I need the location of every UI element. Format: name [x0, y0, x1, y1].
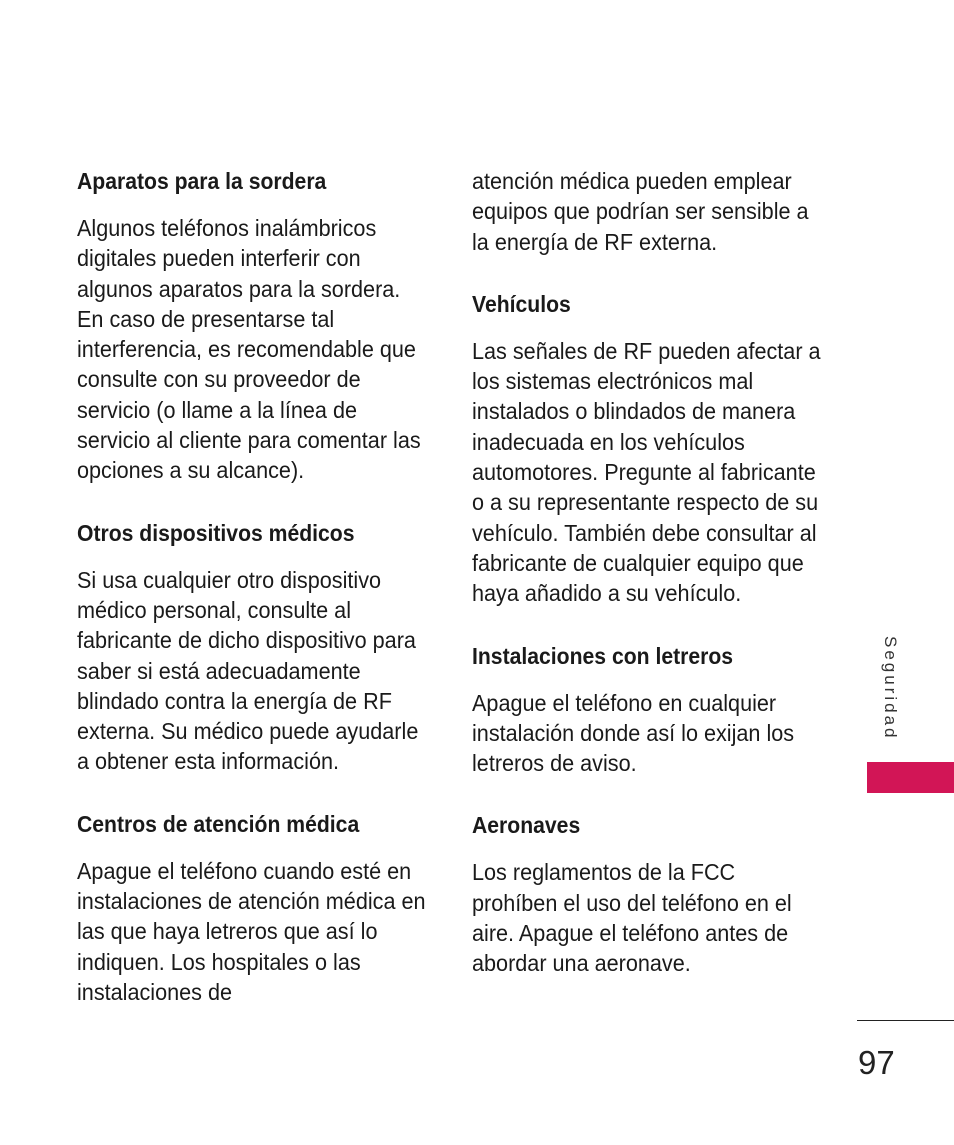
- section-heading-other-medical-devices: Otros dispositivos médicos: [77, 519, 355, 546]
- section-heading-hearing-aids: Aparatos para la sordera: [77, 168, 327, 194]
- section-heading-posted-facilities: Instalaciones con letreros: [472, 642, 734, 669]
- section-heading-vehicles: Vehículos: [472, 290, 571, 317]
- left-column: [77, 166, 429, 1007]
- section-body-other-medical-devices: Si usa cualquier otro dispositivo médico personal, consulte al fabricante de dicho dispositivo para saber si está adecuadamente blindado contra la energía de RF externa. Su médico puede ayudarle a obtener esta información.: [77, 566, 419, 775]
- section-body-posted-facilities: Apague el teléfono en cualquier instalación donde así lo exijan los letreros de aviso.: [472, 689, 795, 777]
- continuation-text: atención médica pueden emplear equipos que podrían ser sensible a la energía de RF externa.: [472, 168, 809, 255]
- side-tab-marker: [867, 762, 954, 793]
- page-number: 97: [858, 1044, 895, 1081]
- section-heading-aircraft: Aeronaves: [472, 812, 581, 839]
- section-body-health-care-facilities: Apague el teléfono cuando esté en instalaciones de atención médica en las que haya letreros que así lo indiquen. Los hospitales o las instalaciones de: [77, 857, 426, 1005]
- section-heading-health-care-facilities: Centros de atención médica: [77, 810, 360, 837]
- section-body-hearing-aids: Algunos teléfonos inalámbricos digitales pueden interferir con algunos aparatos para la sordera. En caso de presentarse tal interferencia, es recomendable que consulte con su proveedor de servicio (o llame a la línea de servicio al cliente para comentar las opciones a su alcance).: [77, 215, 421, 484]
- page-number-rule: [857, 1020, 954, 1021]
- side-tab-label: Seguridad: [881, 636, 900, 741]
- right-column: [472, 166, 824, 979]
- section-body-aircraft: Los reglamentos de la FCC prohíben el uso del teléfono en el aire. Apague el teléfono antes de abordar una aeronave.: [472, 859, 792, 977]
- section-body-vehicles: Las señales de RF pueden afectar a los sistemas electrónicos mal instalados o blindados de manera inadecuada en los vehículos automotores. Pregunte al fabricante o a su representante respecto de su vehículo. También debe consultar al fabricante de cualquier equipo que haya añadido a su vehículo.: [472, 337, 821, 607]
